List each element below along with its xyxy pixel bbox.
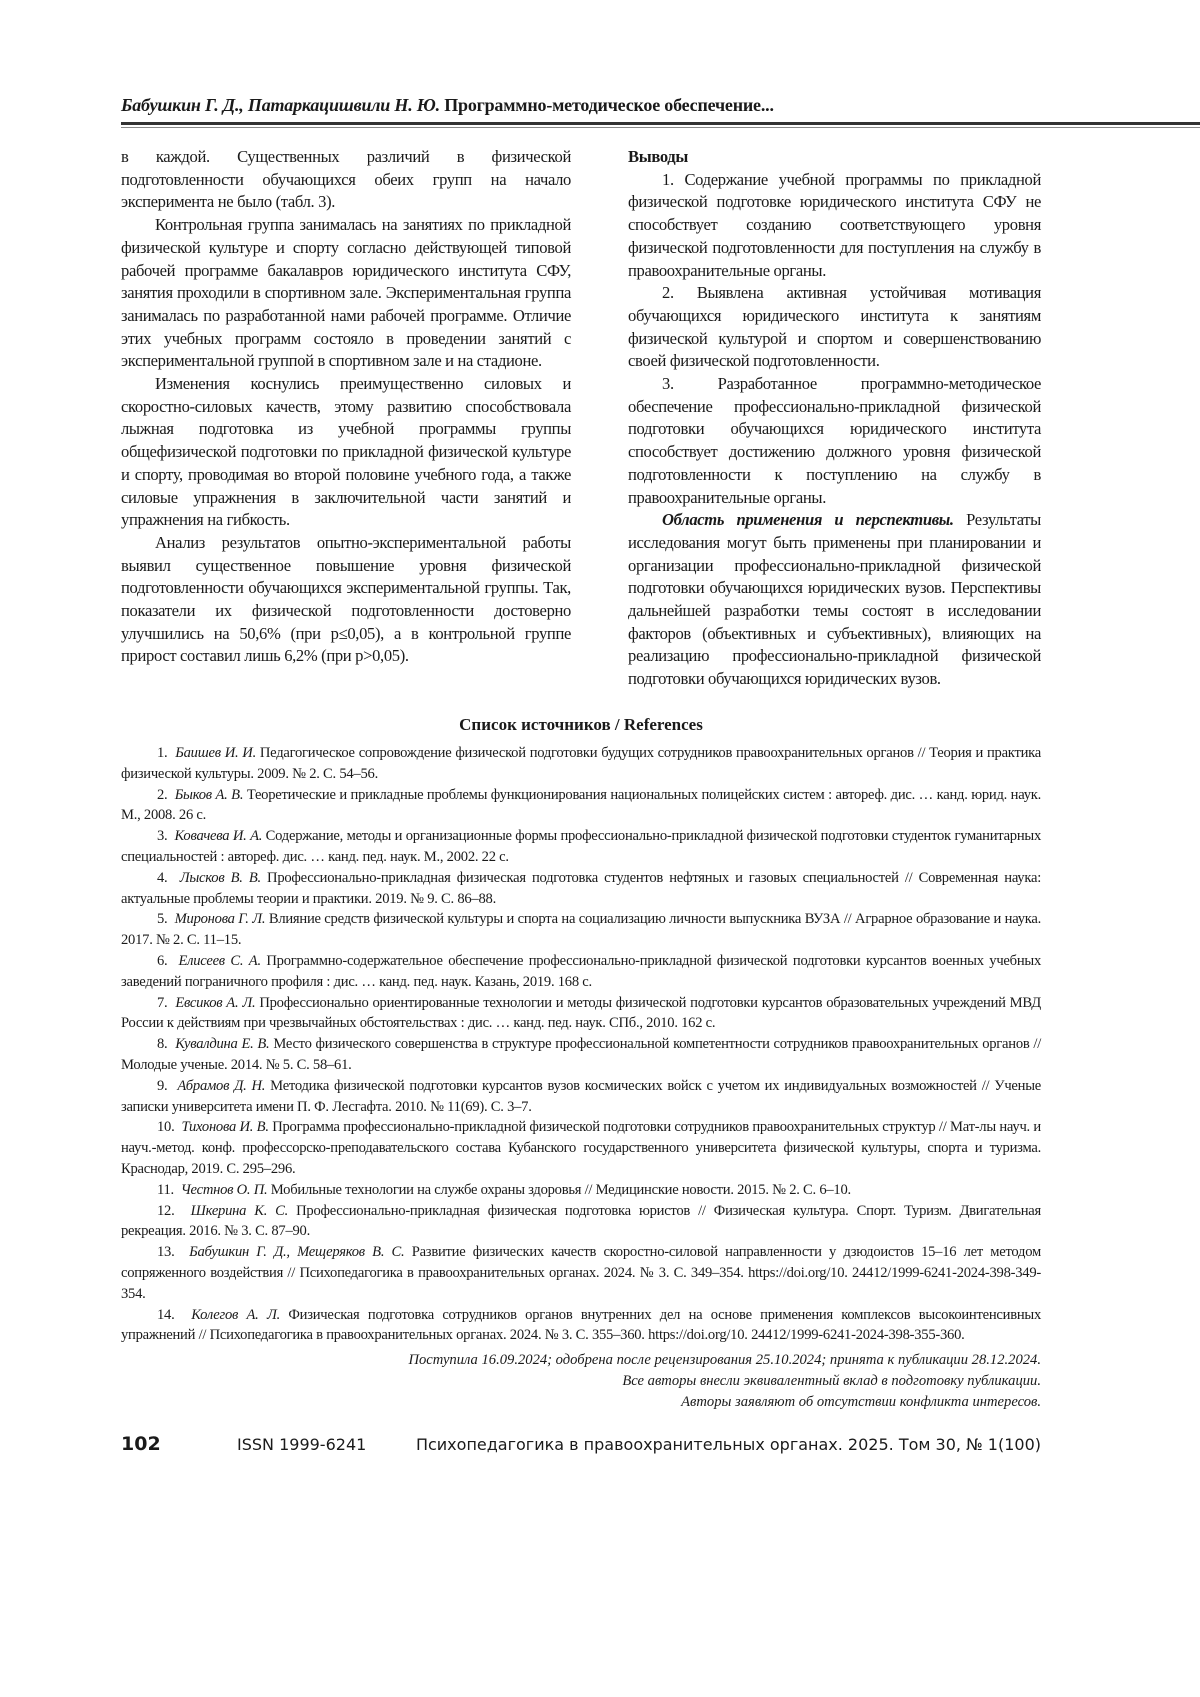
header-authors: Бабушкин Г. Д., Патаркацишвили Н. Ю.	[121, 95, 440, 115]
reference-text: Профессионально-прикладная физическая подготовка юристов // Физическая культура. Спорт. Туризм. Двигательная рекреация. 2016. № 3. С. 87–90.	[121, 1203, 1041, 1240]
scope-text: Результаты исследования могут быть применены при планировании и организации профессионально-прикладной физической подготовки обучающихся юридических вузов. Перспективы дальнейшей разработки темы состоят в исследовании факторов (объективных и субъективных), влияющих на реализацию профессионально-прикладной физической подготовки обучающихся юридических вузов.	[628, 510, 1041, 688]
reference-author: Колегов А. Л.	[191, 1307, 280, 1323]
reference-author: Кувалдина Е. В.	[175, 1036, 269, 1052]
paragraph: в каждой. Существенных различий в физической подготовленности обучающихся обеих групп на начало эксперимента не было (табл. 3).	[121, 146, 571, 214]
reference-number: 4.	[157, 870, 167, 886]
paragraph: Анализ результатов опытно-экспериментальной работы выявил существенное повышение уровня физической подготовленности обучающихся экспериментальной группы. Так, показатели их физической подготовленности достоверно улучшились на 50,6% (при p≤0,05), а в контрольной группе прирост составил лишь 6,2% (при p>0,05).	[121, 532, 571, 668]
reference-text: Мобильные технологии на службе охраны здоровья // Медицинские новости. 2015. № 2. С. 6–10.	[267, 1182, 851, 1198]
reference-text: Влияние средств физической культуры и спорта на социализацию личности выпускника ВУЗА // Аграрное образование и наука. 2017. № 2. С. 11–15.	[121, 911, 1041, 948]
reference-author: Абрамов Д. Н.	[177, 1078, 265, 1094]
reference-author: Баишев И. И.	[175, 745, 256, 761]
note-dates: Поступила 16.09.2024; одобрена после рецензирования 25.10.2024; принята к публикации 28.12.2024.	[121, 1350, 1041, 1371]
reference-text: Теоретические и прикладные проблемы функционирования национальных полицейских систем : автореф. дис. … канд. юрид. наук. М., 2008. 26 с.	[121, 787, 1041, 824]
reference-author: Евсиков А. Л.	[175, 995, 255, 1011]
reference-item	[121, 1180, 1041, 1201]
reference-number: 14.	[157, 1307, 175, 1323]
reference-item	[121, 1305, 1041, 1347]
reference-text: Программа профессионально-прикладной физической подготовки сотрудников правоохранительных структур // Мат-лы науч. и науч.-метод. конф. профессорско-преподавательского состава Кубанского государственного университета физической культуры, спорта и туризма. Краснодар, 2019. С. 295–296.	[121, 1119, 1041, 1177]
reference-number: 10.	[157, 1119, 175, 1135]
reference-number: 11.	[157, 1182, 174, 1198]
reference-number: 12.	[157, 1203, 175, 1219]
conclusion-item: 1. Содержание учебной программы по прикладной физической подготовке юридического института СФУ не способствует созданию соответствующего уровня физической подготовленности для поступления на службу в правоохранительные органы.	[628, 169, 1041, 283]
reference-number: 1.	[157, 745, 167, 761]
reference-author: Быков А. В.	[175, 787, 244, 803]
note-contribution: Все авторы внесли эквивалентный вклад в подготовку публикации.	[121, 1371, 1041, 1392]
reference-item	[121, 1242, 1041, 1304]
reference-author: Честнов О. П.	[181, 1182, 268, 1198]
page-number: 102	[121, 1433, 161, 1455]
reference-author: Миронова Г. Л.	[175, 911, 266, 927]
reference-number: 5.	[157, 911, 167, 927]
reference-text: Педагогическое сопровождение физической подготовки будущих сотрудников правоохранительных органов // Теория и практика физической культуры. 2009. № 2. С. 54–56.	[121, 745, 1041, 782]
reference-author: Бабушкин Г. Д., Мещеряков В. С.	[189, 1244, 404, 1260]
reference-author: Лысков В. В.	[180, 870, 261, 886]
header-title: Программно-методическое обеспечение...	[444, 95, 774, 115]
reference-number: 3.	[157, 828, 167, 844]
paragraph: Изменения коснулись преимущественно силовых и скоростно-силовых качеств, этому развитию способствовала лыжная подготовка из учебной программы группы общефизической подготовки по прикладной физической культуре и спорту, проводимая во второй половине учебного года, а также силовые упражнения в заключительной части занятий и упражнения на гибкость.	[121, 373, 571, 532]
publication-notes	[121, 1350, 1041, 1412]
reference-author: Елисеев С. А.	[178, 953, 260, 969]
reference-item	[121, 951, 1041, 993]
reference-item	[121, 1117, 1041, 1179]
reference-text: Физическая подготовка сотрудников органов внутренних дел на основе применения комплексов высокоинтенсивных упражнений // Психопедагогика в правоохранительных органах. 2024. № 3. С. 355–360. https://doi.org/10. 24412/1999-6241-2024-398-355-360.	[121, 1307, 1041, 1344]
reference-text: Место физического совершенства в структуре профессиональной компетентности сотрудников правоохранительных органов // Молодые ученые. 2014. № 5. С. 58–61.	[121, 1036, 1041, 1073]
reference-item	[121, 909, 1041, 951]
paragraph: Контрольная группа занималась на занятиях по прикладной физической культуре и спорту согласно действующей типовой рабочей программе бакалавров юридического института СФУ, занятия проходили в спортивном зале. Экспериментальная группа занималась по разработанной нами рабочей программе. Отличие этих учебных программ состояло в проведении занятий с экспериментальной группой в спортивном зале и на стадионе.	[121, 214, 571, 373]
reference-number: 8.	[157, 1036, 167, 1052]
reference-item	[121, 826, 1041, 868]
reference-item	[121, 868, 1041, 910]
scope-lead: Область применения и перспективы.	[662, 510, 954, 529]
reference-text: Развитие физических качеств скоростно-силовой направленности у дзюдоистов 15–16 лет методом сопряженного воздействия // Психопедагогика в правоохранительных органах. 2024. № 3. С. 349–354. https://doi.org/10. 24412/1999-6241-2024-398-349-354.	[121, 1244, 1041, 1302]
reference-text: Профессионально ориентированные технологии и методы физической подготовки курсантов образовательных учреждений МВД России к действиям при чрезвычайных обстоятельствах : дис. … канд. пед. наук. СПб., 2010. 162 с.	[121, 995, 1041, 1032]
reference-number: 7.	[157, 995, 167, 1011]
conclusion-item: 3. Разработанное программно-методическое обеспечение профессионально-прикладной физической подготовки обучающихся юридического института способствует достижению должного уровня физической подготовленности к поступлению на службу в правоохранительные органы.	[628, 373, 1041, 509]
reference-number: 2.	[157, 787, 167, 803]
reference-text: Методика физической подготовки курсантов вузов космических войск с учетом их индивидуальных возможностей // Ученые записки университета имени П. Ф. Лесгафта. 2010. № 11(69). С. 3–7.	[121, 1078, 1041, 1115]
reference-item	[121, 785, 1041, 827]
reference-author: Ковачева И. А.	[175, 828, 263, 844]
header-rule-thin	[121, 127, 1200, 128]
conclusions-heading: Выводы	[628, 146, 1041, 169]
reference-number: 13.	[157, 1244, 175, 1260]
reference-item	[121, 743, 1041, 785]
reference-text: Программно-содержательное обеспечение профессионально-прикладной физической подготовки курсантов военных учебных заведений пограничного профиля : дис. … канд. пед. наук. Казань, 2019. 168 с.	[121, 953, 1041, 990]
issn: ISSN 1999-6241	[237, 1435, 366, 1454]
conclusion-item: 2. Выявлена активная устойчивая мотивация обучающихся юридического института к занятиям физической культурой и спортом и совершенствованию своей физической подготовленности.	[628, 282, 1041, 373]
reference-author: Шкерина К. С.	[191, 1203, 288, 1219]
reference-number: 9.	[157, 1078, 167, 1094]
left-column	[121, 146, 571, 668]
reference-item	[121, 993, 1041, 1035]
reference-text: Содержание, методы и организационные формы профессионально-прикладной физической подготовки студенток гуманитарных специальностей : автореф. дис. … канд. пед. наук. М., 2002. 22 с.	[121, 828, 1041, 865]
right-column	[628, 146, 1041, 691]
reference-item	[121, 1201, 1041, 1243]
header-rule	[121, 122, 1200, 125]
running-header	[121, 95, 1041, 116]
reference-item	[121, 1034, 1041, 1076]
reference-author: Тихонова И. В.	[181, 1119, 268, 1135]
reference-text: Профессионально-прикладная физическая подготовка студентов нефтяных и газовых специальностей // Современная наука: актуальные проблемы теории и практики. 2019. № 9. С. 86–88.	[121, 870, 1041, 907]
note-conflict: Авторы заявляют об отсутствии конфликта интересов.	[121, 1392, 1041, 1413]
reference-item	[121, 1076, 1041, 1118]
references-list	[121, 743, 1041, 1346]
journal-info: Психопедагогика в правоохранительных органах. 2025. Том 30, № 1(100)	[416, 1435, 1041, 1454]
references-title: Список источников / References	[121, 715, 1041, 735]
reference-number: 6.	[157, 953, 167, 969]
scope-paragraph	[628, 509, 1041, 691]
